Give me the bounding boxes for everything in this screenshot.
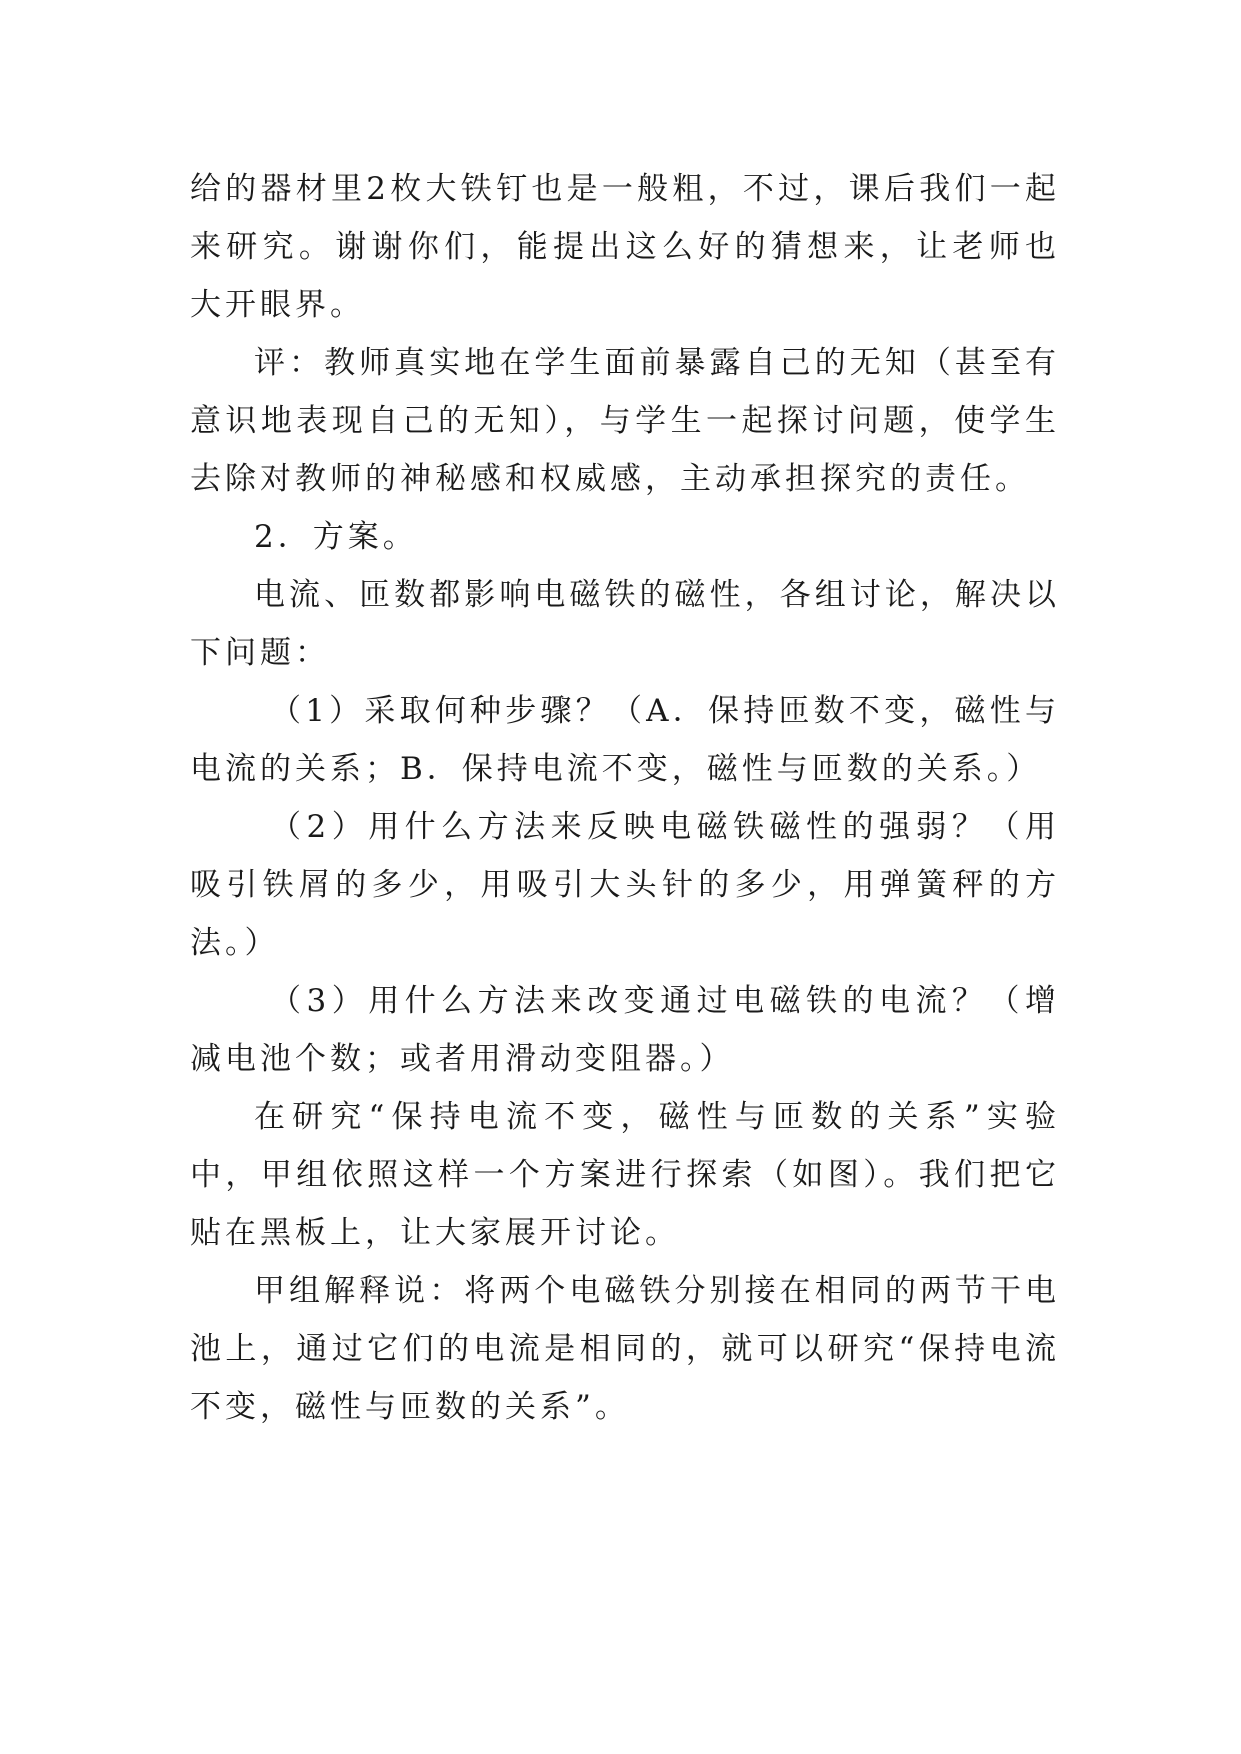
paragraph-experiment: 在研究“保持电流不变，磁性与匝数的关系”实验中，甲组依照这样一个方案进行探索（如图）。我们把它贴在黑板上，让大家展开讨论。 [190,1099,1060,1251]
paragraph-group-explanation: 甲组解释说：将两个电磁铁分别接在相同的两节干电池上，通过它们的电流是相同的，就可以研究“保持电流不变，磁性与匝数的关系”。 [190,1273,1060,1425]
paragraph-question-2: （2）用什么方法来反映电磁铁磁性的强弱？（用吸引铁屑的多少，用吸引大头针的多少，用弹簧秤的方法。） [190,809,1060,961]
paragraph-discussion-intro: 电流、匝数都影响电磁铁的磁性，各组讨论，解决以下问题： [190,577,1060,671]
paragraph-equipment-note: 给的器材里2枚大铁钉也是一般粗，不过，课后我们一起来研究。谢谢你们，能提出这么好的猜想来，让老师也大开眼界。 [190,171,1060,323]
paragraph-question-3: （3）用什么方法来改变通过电磁铁的电流？（增减电池个数；或者用滑动变阻器。） [190,983,1060,1077]
document-body [190,160,1060,1436]
paragraph-section-heading: 2．方案。 [254,519,418,555]
paragraph-commentary: 评：教师真实地在学生面前暴露自己的无知（甚至有意识地表现自己的无知），与学生一起探讨问题，使学生去除对教师的神秘感和权威感，主动承担探究的责任。 [190,345,1060,497]
paragraph-question-1: （1）采取何种步骤？（A．保持匝数不变，磁性与电流的关系；B．保持电流不变，磁性与匝数的关系。） [190,693,1060,787]
